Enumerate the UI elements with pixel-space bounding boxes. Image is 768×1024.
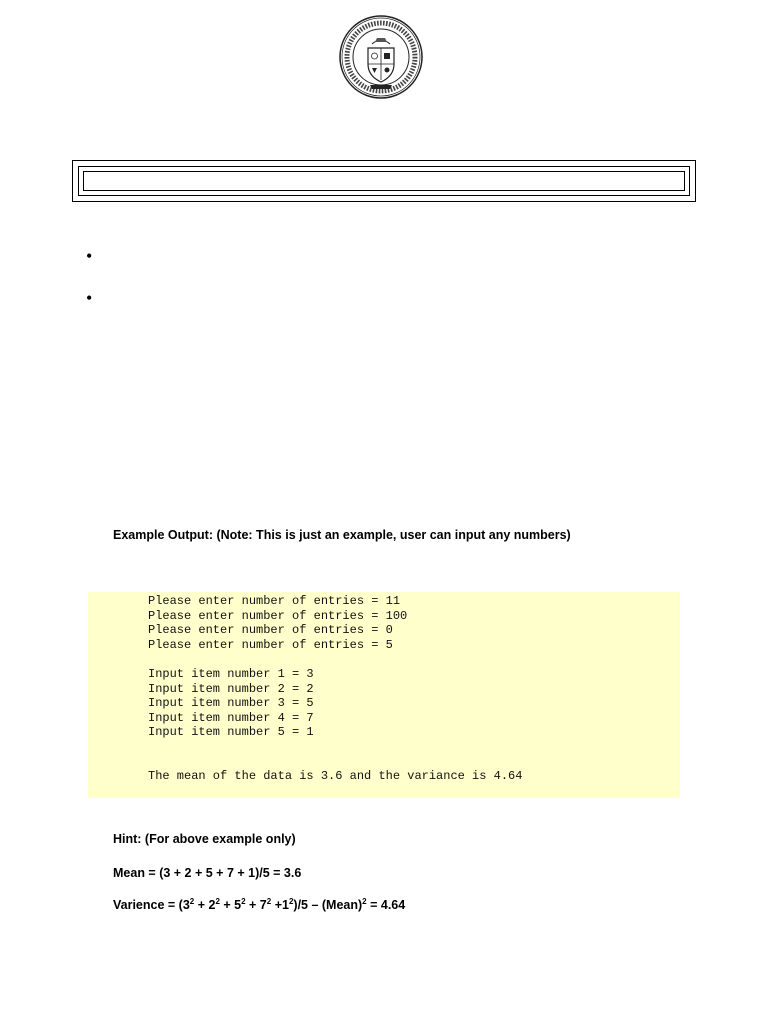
variance-text: = 4.64 bbox=[366, 898, 406, 912]
hint-label: Hint: (For above example only) bbox=[113, 832, 296, 846]
console-line: Input item number 1 = 3 bbox=[148, 666, 314, 681]
list-item bbox=[86, 246, 102, 288]
institute-seal-logo bbox=[338, 14, 424, 100]
variance-text: + 5 bbox=[219, 898, 242, 912]
bullet-icon: • bbox=[86, 288, 93, 308]
title-frame bbox=[72, 160, 696, 202]
console-output bbox=[88, 592, 680, 798]
exponent: 2 bbox=[266, 896, 272, 906]
exponent: 2 bbox=[215, 896, 220, 906]
variance-text: + 7 bbox=[245, 898, 267, 912]
example-output-label: Example Output: (Note: This is just an example, user can input any numbers) bbox=[113, 528, 571, 542]
variance-text: Varience = (3 bbox=[113, 898, 190, 912]
console-result-line: The mean of the data is 3.6 and the variance is 4.64 bbox=[148, 768, 523, 783]
list-item bbox=[86, 288, 102, 330]
exponent: 2 bbox=[288, 896, 294, 906]
bullet-icon: • bbox=[86, 246, 93, 266]
console-line: Please enter number of entries = 0 bbox=[148, 623, 393, 638]
console-lines bbox=[148, 594, 522, 784]
exponent: 2 bbox=[241, 896, 246, 906]
variance-text: + 2 bbox=[194, 898, 216, 912]
console-line: Please enter number of entries = 11 bbox=[148, 594, 401, 608]
console-line: Input item number 4 = 7 bbox=[148, 710, 314, 725]
exponent: 2 bbox=[189, 896, 195, 906]
bullet-list bbox=[86, 246, 102, 330]
exponent: 2 bbox=[362, 896, 367, 906]
blank-line bbox=[148, 652, 522, 667]
mean-formula: Mean = (3 + 2 + 5 + 7 + 1)/5 = 3.6 bbox=[113, 866, 302, 880]
console-line: Please enter number of entries = 100 bbox=[148, 608, 408, 623]
title-text bbox=[83, 171, 685, 191]
console-line: Please enter number of entries = 5 bbox=[148, 637, 393, 652]
console-line: Input item number 2 = 2 bbox=[148, 681, 314, 696]
variance-formula bbox=[113, 898, 405, 912]
title-frame-inner bbox=[78, 166, 690, 196]
console-line: Input item number 3 = 5 bbox=[148, 696, 314, 711]
variance-text: )/5 – (Mean) bbox=[293, 898, 363, 912]
console-line: Input item number 5 = 1 bbox=[148, 725, 314, 740]
blank-line bbox=[148, 740, 522, 769]
variance-text: +1 bbox=[271, 898, 289, 912]
